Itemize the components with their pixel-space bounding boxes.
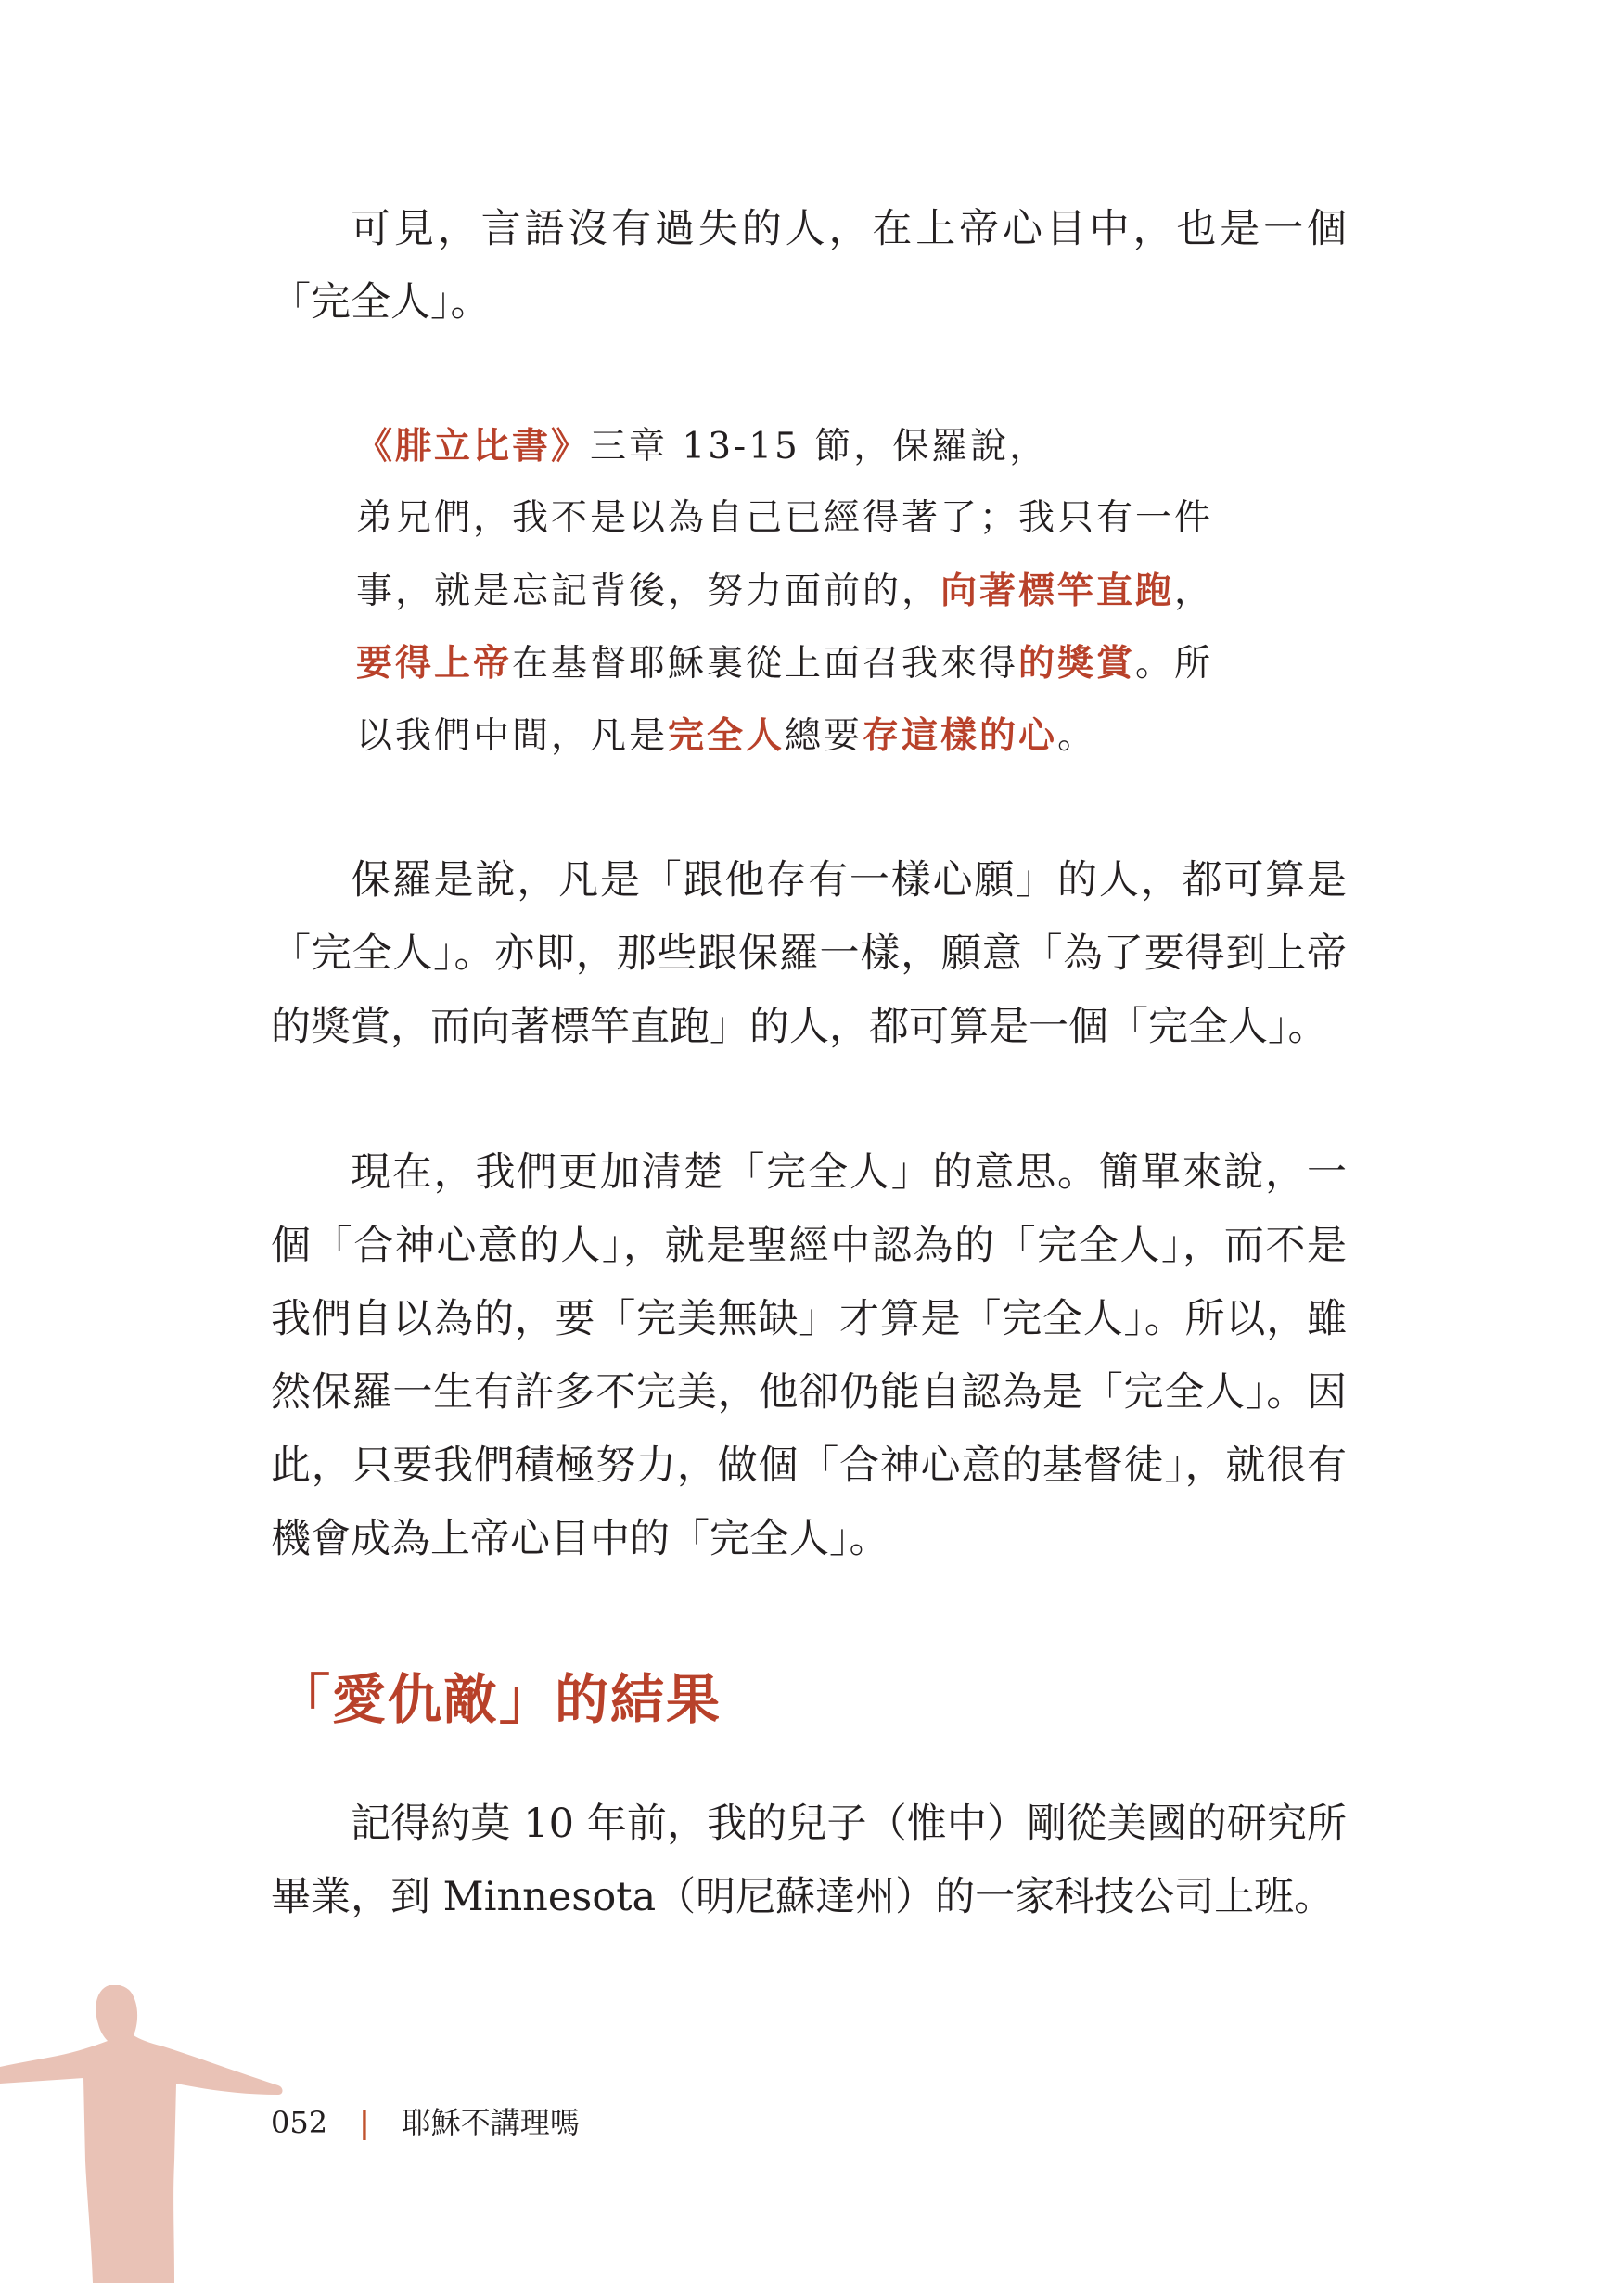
book-title: 耶穌不講理嗎	[401, 2105, 580, 2140]
quote-line-4: 要得上帝在基督耶穌裏從上面召我來得的獎賞。所	[356, 642, 1214, 685]
paragraph-paul-meaning: 保羅是說，凡是「跟他存有一樣心願」的人，都可算是「完全人」。亦即，那些跟保羅一樣，願意「為了要得到上帝的獎賞，而向著標竿直跑」的人，都可算是一個「完全人」。	[271, 857, 1347, 1050]
highlight-obtain-god: 要得上帝	[356, 642, 513, 685]
highlight-run-straight: 向著標竿直跑	[940, 570, 1175, 612]
footer-separator: |	[359, 2105, 370, 2140]
quote-line-5: 以我們中間，凡是完全人總要存這樣的心。	[356, 714, 1097, 757]
page-number: 052	[271, 2105, 328, 2140]
quote-line-2: 弟兄們，我不是以為自己已經得著了；我只有一件	[356, 497, 1214, 539]
highlight-keep-this-mind: 存這樣的心	[863, 714, 1058, 757]
paragraph-perfect-definition: 現在，我們更加清楚「完全人」的意思。簡單來說，一個「合神心意的人」，就是聖經中認為的「完全人」，而不是我們自以為的，要「完美無缺」才算是「完全人」。所以，雖然保羅一生有許多不完美，他卻仍能自認為是「完全人」。因此，只要我們積極努力，做個「合神心意的基督徒」，就很有機會成為上帝心目中的「完全人」。	[271, 1149, 1347, 1562]
highlight-perfect-person: 完全人	[668, 714, 786, 757]
book-reference: 《腓立比書》	[356, 425, 591, 468]
quote-line-1: 《腓立比書》三章 13-15 節，保羅說，	[356, 425, 1049, 468]
highlight-reward: 的獎賞	[1018, 642, 1136, 685]
paragraph-son-story: 記得約莫 10 年前，我的兒子（惟中）剛從美國的研究所畢業，到 Minnesota（明尼蘇達州）的一家科技公司上班。	[271, 1801, 1347, 1920]
section-heading: 「愛仇敵」的結果	[276, 1668, 722, 1731]
quote-line-3: 事，就是忘記背後，努力面前的，向著標竿直跑，	[356, 570, 1214, 612]
christ-statue-icon	[0, 1985, 288, 2283]
paragraph-perfect-speech: 可見，言語沒有過失的人，在上帝心目中，也是一個「完全人」。	[271, 206, 1347, 326]
page-footer	[271, 2104, 580, 2141]
